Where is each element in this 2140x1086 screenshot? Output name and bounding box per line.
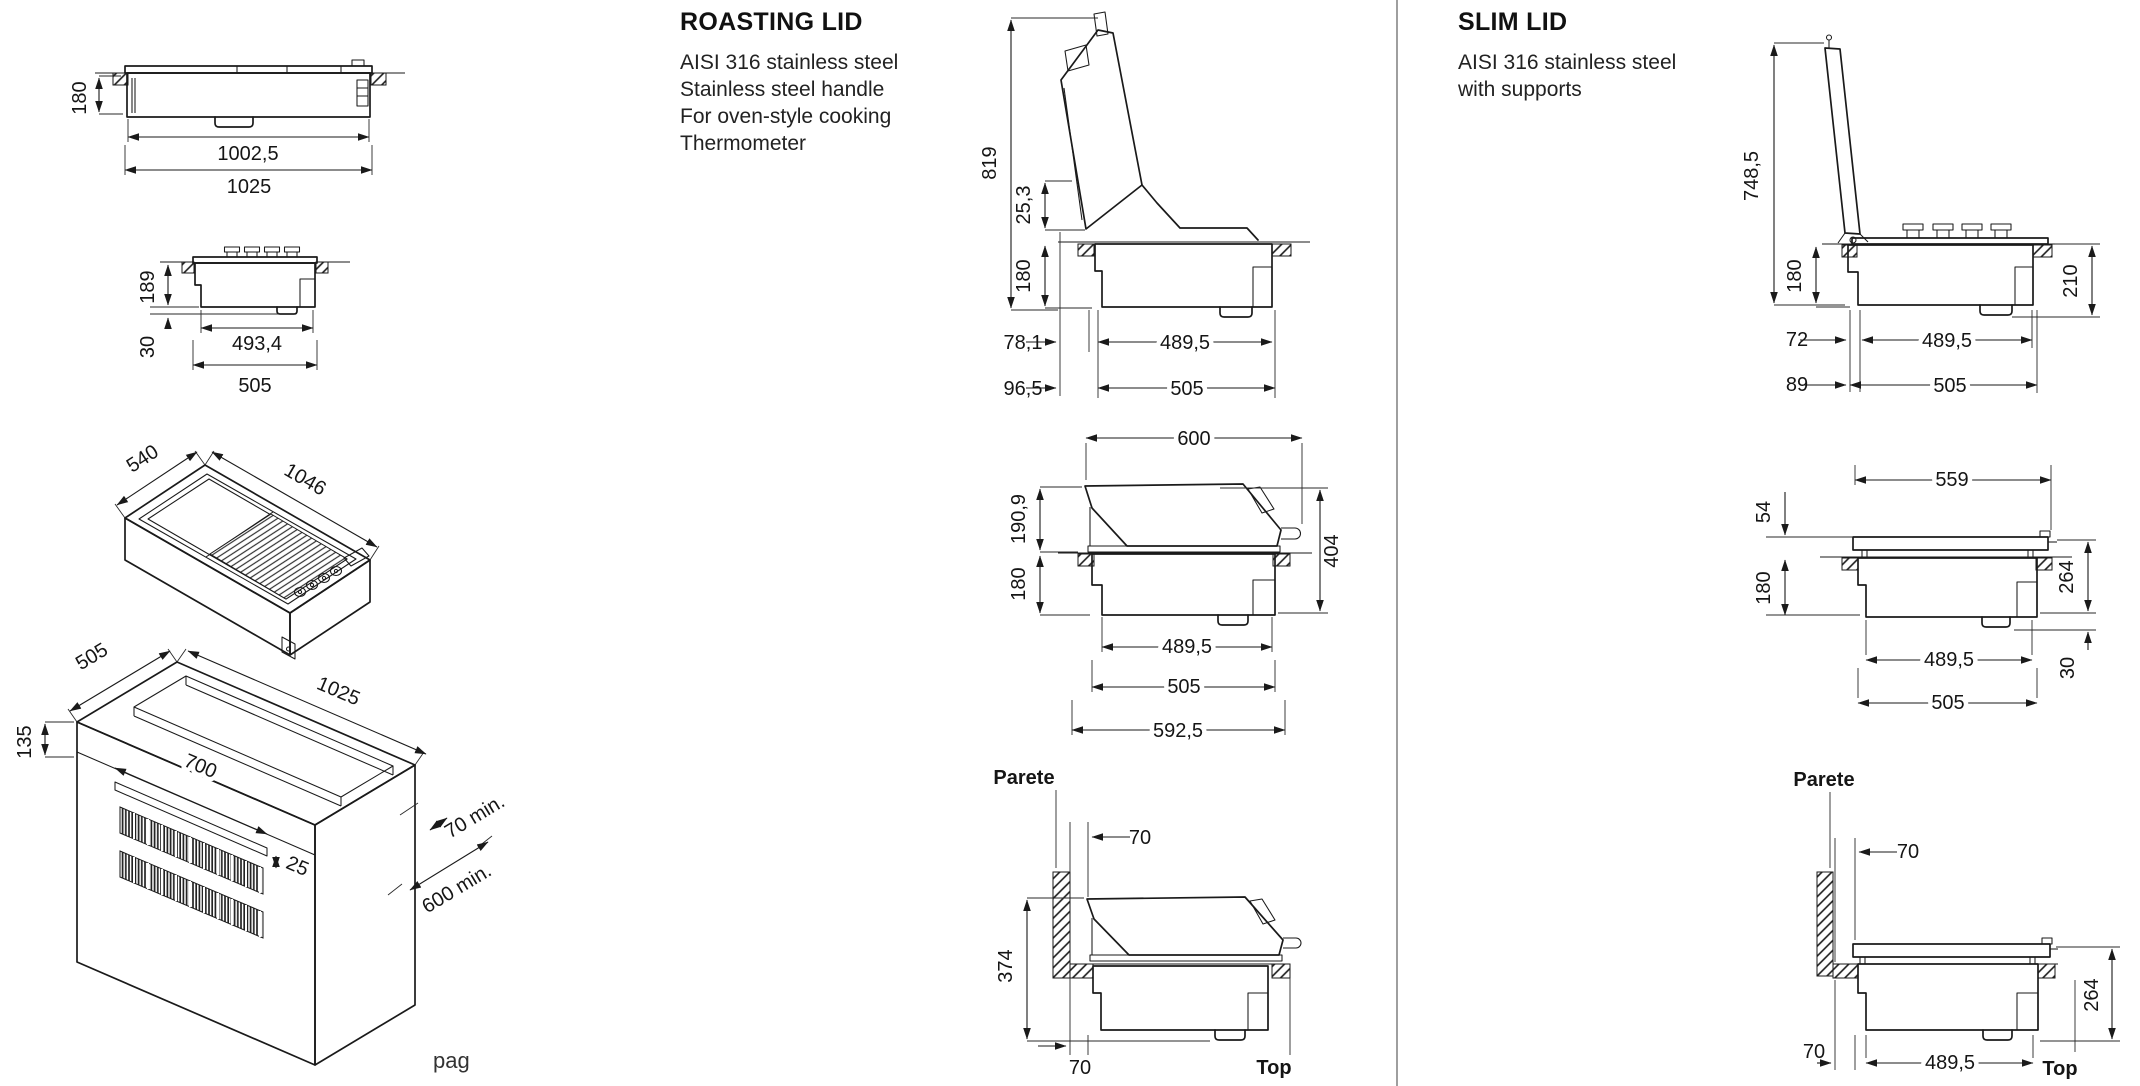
dim-slim-wall-top-clearance: 70 [1896, 841, 1920, 863]
dim-roasting-open-lid-gap: 25,3 [1013, 185, 1035, 225]
dim-end-overall-width: 505 [238, 375, 272, 397]
dim-roasting-closed-total-height: 404 [1321, 534, 1343, 568]
dim-cabinet-depth: 505 [71, 638, 112, 675]
slim-lid-section [1458, 8, 1788, 103]
drawing-slim-wall [1793, 769, 2120, 1080]
dim-roasting-open-overall-width: 505 [1170, 378, 1204, 400]
dim-end-height: 189 [137, 270, 159, 304]
dim-roasting-open-offset-a: 78,1 [1003, 332, 1043, 354]
dim-slim-closed-handle-depth: 30 [2057, 656, 2079, 680]
dim-roasting-closed-top-width: 600 [1177, 428, 1211, 450]
dim-slim-closed-overall-width: 505 [1931, 692, 1965, 714]
dim-slim-open-offset-b: 89 [1785, 374, 1809, 396]
drawing-front-elevation [69, 60, 405, 198]
section-title-roasting: ROASTING LID [680, 8, 863, 36]
dim-roasting-closed-body-depth: 180 [1008, 567, 1030, 601]
section-title-slim: SLIM LID [1458, 8, 1568, 36]
dim-roasting-closed-lid-height: 190,9 [1008, 493, 1030, 545]
dim-slim-wall-inner-width: 489,5 [1924, 1052, 1976, 1074]
wall-label: Parete [1793, 769, 1855, 791]
dim-end-inner-width: 493,4 [231, 333, 283, 355]
dim-roasting-open-body-depth: 180 [1013, 259, 1035, 293]
dim-cabinet-top-thickness: 135 [14, 725, 36, 759]
dim-cabinet-vent-length: 700 [180, 749, 221, 784]
dim-roasting-wall-height: 374 [995, 949, 1017, 983]
drawing-slim-open [1741, 35, 2100, 397]
dim-roasting-closed-cutout-width: 505 [1167, 676, 1201, 698]
section-description-roasting [680, 49, 1010, 157]
top-label: Top [1256, 1057, 1292, 1079]
dim-roasting-closed-overall-width: 592,5 [1152, 720, 1204, 742]
dim-cabinet-width: 1025 [313, 672, 364, 711]
dim-front-height: 180 [69, 81, 91, 115]
dim-iso-width: 1046 [280, 459, 330, 501]
dim-roasting-open-offset-b: 96,5 [1003, 378, 1043, 400]
top-label: Top [2042, 1058, 2078, 1080]
dim-iso-depth: 540 [122, 440, 163, 478]
dim-front-overall-width: 1025 [226, 176, 272, 198]
wall-label: Parete [993, 767, 1055, 789]
dim-slim-wall-right-height: 264 [2081, 978, 2103, 1012]
drawing-hob-isometric [115, 441, 379, 659]
drawing-roasting-closed [1008, 428, 1343, 742]
description-line: For oven-style cooking [680, 105, 892, 128]
dim-slim-closed-body-depth: 180 [1753, 571, 1775, 605]
description-line: with supports [1458, 78, 1582, 101]
dim-slim-open-inner-width: 489,5 [1921, 330, 1973, 352]
description-line: Thermometer [680, 132, 807, 155]
dim-slim-open-body-depth: 180 [1784, 259, 1806, 293]
dim-slim-open-right-height: 210 [2060, 264, 2082, 298]
dim-slim-closed-inner-width: 489,5 [1923, 649, 1975, 671]
dim-roasting-open-inner-width: 489,5 [1159, 332, 1211, 354]
dim-slim-open-total-height: 748,5 [1741, 150, 1763, 202]
description-line: Stainless steel handle [680, 78, 885, 101]
dim-roasting-open-total-height: 819 [979, 146, 1001, 180]
dim-slim-closed-lid-height: 54 [1753, 500, 1775, 524]
dim-slim-wall-bottom-clearance: 70 [1802, 1041, 1826, 1063]
dim-slim-closed-top-width: 559 [1935, 469, 1969, 491]
dim-roasting-wall-bottom-clearance: 70 [1068, 1057, 1092, 1079]
drawing-cabinet-isometric [14, 639, 509, 1065]
description-line: AISI 316 stainless steel [1458, 51, 1677, 74]
dim-front-inner-width: 1002,5 [217, 143, 279, 165]
page-footer-label: pag [433, 1048, 470, 1073]
drawing-slim-closed [1753, 465, 2096, 714]
roasting-lid-section [680, 8, 1010, 157]
dim-cabinet-front-clearance: 600 min. [418, 859, 496, 919]
dim-slim-closed-right-height: 264 [2056, 560, 2078, 594]
dim-cabinet-rear-clearance: 70 min. [441, 790, 509, 844]
drawing-roasting-wall [993, 767, 1301, 1079]
section-description-slim [1458, 49, 1788, 103]
dim-slim-open-overall-width: 505 [1933, 375, 1967, 397]
dim-roasting-closed-inner-width: 489,5 [1161, 636, 1213, 658]
dim-cabinet-vent-gap: 25 [282, 852, 312, 881]
dim-slim-open-offset-a: 72 [1785, 329, 1809, 351]
dim-end-handle-depth: 30 [137, 335, 159, 359]
dim-roasting-wall-top-clearance: 70 [1128, 827, 1152, 849]
drawing-roasting-open [979, 12, 1310, 400]
description-line: AISI 316 stainless steel [680, 51, 899, 74]
drawing-end-elevation [137, 247, 350, 397]
